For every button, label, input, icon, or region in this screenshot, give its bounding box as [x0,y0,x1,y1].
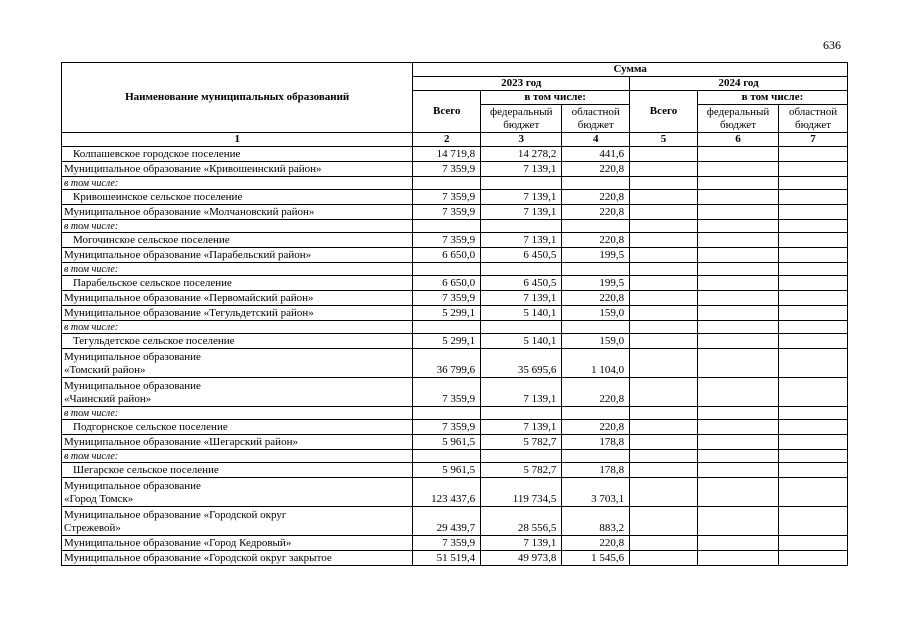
cell-reg-2023 [562,220,630,233]
column-number-row [62,133,848,147]
table-row [62,321,848,334]
cell-total-2023 [413,321,481,334]
cell-reg-2023: 220,8 [562,205,630,220]
cell-total-2024 [630,435,698,450]
cell-total-2024 [630,378,698,407]
cell-fed-2023: 35 695,6 [481,349,562,378]
row-name: Подгорнское сельское поселение [62,420,413,435]
cell-reg-2024 [779,551,848,566]
cell-reg-2023: 199,5 [562,276,630,291]
row-name: в том числе: [62,321,413,334]
cell-total-2023: 7 359,9 [413,233,481,248]
cell-total-2023: 7 359,9 [413,162,481,177]
cell-total-2024 [630,177,698,190]
table-row [62,205,848,220]
cell-fed-2023 [481,220,562,233]
cell-total-2024 [630,263,698,276]
col-num-6: 6 [697,133,778,147]
cell-total-2023: 5 299,1 [413,306,481,321]
row-name: Муниципальное образование «Первомайский район» [62,291,413,306]
cell-reg-2023: 220,8 [562,162,630,177]
row-name: в том числе: [62,177,413,190]
cell-reg-2023 [562,177,630,190]
cell-fed-2024 [697,507,778,536]
table-row [62,407,848,420]
cell-total-2023: 7 359,9 [413,536,481,551]
cell-total-2024 [630,162,698,177]
cell-total-2023: 5 961,5 [413,435,481,450]
cell-reg-2023 [562,321,630,334]
row-name: Кривошеинское сельское поселение [62,190,413,205]
cell-total-2023: 7 359,9 [413,420,481,435]
cell-total-2024 [630,334,698,349]
col-num-2: 2 [413,133,481,147]
cell-total-2023: 123 437,6 [413,478,481,507]
cell-reg-2023: 220,8 [562,378,630,407]
cell-total-2023 [413,177,481,190]
cell-reg-2024 [779,536,848,551]
cell-total-2023: 5 961,5 [413,463,481,478]
cell-total-2023: 7 359,9 [413,378,481,407]
cell-total-2024 [630,306,698,321]
cell-total-2024 [630,220,698,233]
cell-reg-2024 [779,478,848,507]
cell-reg-2023: 441,6 [562,147,630,162]
cell-fed-2024 [697,349,778,378]
cell-total-2024 [630,463,698,478]
cell-reg-2023: 178,8 [562,463,630,478]
row-name: Муниципальное образование «Томский район» [62,349,413,378]
cell-reg-2023 [562,407,630,420]
cell-reg-2024 [779,147,848,162]
row-name: в том числе: [62,407,413,420]
cell-reg-2024 [779,334,848,349]
header-year-2023: 2023 год [413,77,630,91]
cell-reg-2024 [779,306,848,321]
cell-reg-2024 [779,248,848,263]
cell-reg-2023: 220,8 [562,291,630,306]
cell-reg-2024 [779,420,848,435]
cell-fed-2024 [697,162,778,177]
row-name: Муниципальное образование «Молчановский район» [62,205,413,220]
row-name: в том числе: [62,220,413,233]
cell-fed-2023: 5 782,7 [481,435,562,450]
cell-fed-2023: 14 278,2 [481,147,562,162]
cell-fed-2024 [697,147,778,162]
cell-fed-2023: 7 139,1 [481,162,562,177]
header-incl-2024: в том числе: [697,91,847,105]
cell-total-2023: 14 719,8 [413,147,481,162]
row-name: Муниципальное образование «Парабельский район» [62,248,413,263]
cell-reg-2023: 159,0 [562,334,630,349]
table-row [62,349,848,378]
cell-fed-2023: 5 140,1 [481,334,562,349]
cell-reg-2024 [779,233,848,248]
row-name: Муниципальное образование «Городской округ закрытое [62,551,413,566]
cell-reg-2024 [779,463,848,478]
cell-fed-2023 [481,450,562,463]
header-total-2023: Всего [413,91,481,133]
cell-total-2024 [630,276,698,291]
cell-fed-2023: 7 139,1 [481,291,562,306]
cell-reg-2024 [779,205,848,220]
table-row [62,190,848,205]
cell-total-2024 [630,536,698,551]
cell-fed-2024 [697,233,778,248]
row-name: Муниципальное образование «Тегульдетский район» [62,306,413,321]
cell-total-2024 [630,190,698,205]
cell-reg-2023 [562,263,630,276]
cell-fed-2024 [697,551,778,566]
table-row [62,536,848,551]
cell-fed-2024 [697,463,778,478]
cell-reg-2024 [779,276,848,291]
cell-reg-2023: 178,8 [562,435,630,450]
cell-fed-2024 [697,321,778,334]
table-row [62,306,848,321]
cell-reg-2024 [779,321,848,334]
cell-total-2024 [630,291,698,306]
cell-total-2023 [413,407,481,420]
cell-reg-2024 [779,220,848,233]
cell-reg-2024 [779,162,848,177]
cell-reg-2024 [779,378,848,407]
cell-fed-2024 [697,177,778,190]
cell-fed-2023: 5 140,1 [481,306,562,321]
table-row [62,507,848,536]
row-name: Муниципальное образование «Городской округ Стрежевой» [62,507,413,536]
cell-fed-2024 [697,291,778,306]
cell-total-2023 [413,450,481,463]
cell-total-2023: 7 359,9 [413,190,481,205]
cell-reg-2024 [779,291,848,306]
header-reg-2024: областной бюджет [779,105,848,133]
table-row [62,291,848,306]
table-row [62,162,848,177]
cell-fed-2023: 7 139,1 [481,233,562,248]
cell-total-2023: 7 359,9 [413,291,481,306]
cell-fed-2023 [481,407,562,420]
header-fed-2023: федеральный бюджет [481,105,562,133]
cell-total-2024 [630,420,698,435]
col-num-1: 1 [62,133,413,147]
cell-fed-2024 [697,263,778,276]
table-row [62,248,848,263]
row-name: Парабельское сельское поселение [62,276,413,291]
cell-total-2023 [413,263,481,276]
row-name: Колпашевское городское поселение [62,147,413,162]
cell-total-2023: 5 299,1 [413,334,481,349]
cell-total-2024 [630,407,698,420]
cell-fed-2024 [697,450,778,463]
cell-reg-2024 [779,507,848,536]
cell-fed-2024 [697,248,778,263]
cell-fed-2024 [697,378,778,407]
row-name: Муниципальное образование «Чаинский район» [62,378,413,407]
cell-total-2023: 6 650,0 [413,248,481,263]
cell-total-2023: 6 650,0 [413,276,481,291]
cell-fed-2023 [481,321,562,334]
cell-total-2024 [630,248,698,263]
cell-total-2023: 7 359,9 [413,205,481,220]
col-num-4: 4 [562,133,630,147]
cell-total-2024 [630,450,698,463]
cell-fed-2024 [697,220,778,233]
header-fed-2024: федеральный бюджет [697,105,778,133]
table-row [62,263,848,276]
cell-total-2023: 51 519,4 [413,551,481,566]
cell-fed-2024 [697,536,778,551]
cell-reg-2023: 220,8 [562,420,630,435]
cell-reg-2024 [779,190,848,205]
cell-reg-2023: 220,8 [562,190,630,205]
table-row [62,147,848,162]
cell-total-2024 [630,233,698,248]
cell-total-2024 [630,147,698,162]
table-row [62,233,848,248]
cell-fed-2023: 5 782,7 [481,463,562,478]
row-name: в том числе: [62,263,413,276]
page-number: 636 [823,38,841,52]
header-reg-2023: областной бюджет [562,105,630,133]
cell-fed-2023: 119 734,5 [481,478,562,507]
col-num-5: 5 [630,133,698,147]
cell-fed-2023: 6 450,5 [481,276,562,291]
row-name: Муниципальное образование «Город Томск» [62,478,413,507]
table-row [62,450,848,463]
table-row [62,378,848,407]
col-num-7: 7 [779,133,848,147]
table-row [62,420,848,435]
cell-reg-2023 [562,450,630,463]
cell-total-2023 [413,220,481,233]
cell-total-2024 [630,205,698,220]
row-name: Могочинское сельское поселение [62,233,413,248]
cell-fed-2023: 7 139,1 [481,420,562,435]
cell-reg-2023: 220,8 [562,536,630,551]
cell-fed-2024 [697,190,778,205]
cell-fed-2024 [697,435,778,450]
cell-fed-2024 [697,420,778,435]
table-row [62,435,848,450]
cell-reg-2024 [779,435,848,450]
row-name: Муниципальное образование «Город Кедровый» [62,536,413,551]
cell-reg-2024 [779,263,848,276]
header-year-2024: 2024 год [630,77,848,91]
cell-reg-2023: 1 104,0 [562,349,630,378]
table-row [62,478,848,507]
cell-fed-2023: 6 450,5 [481,248,562,263]
cell-total-2024 [630,551,698,566]
cell-fed-2024 [697,306,778,321]
table-row [62,220,848,233]
cell-total-2024 [630,478,698,507]
cell-fed-2023 [481,263,562,276]
cell-reg-2023: 159,0 [562,306,630,321]
cell-fed-2024 [697,276,778,291]
cell-fed-2023: 7 139,1 [481,536,562,551]
cell-reg-2024 [779,349,848,378]
cell-fed-2023: 7 139,1 [481,205,562,220]
cell-fed-2024 [697,205,778,220]
cell-reg-2023: 199,5 [562,248,630,263]
cell-fed-2023: 28 556,5 [481,507,562,536]
cell-total-2023: 29 439,7 [413,507,481,536]
cell-reg-2023: 3 703,1 [562,478,630,507]
cell-total-2024 [630,507,698,536]
cell-reg-2024 [779,450,848,463]
row-name: Шегарское сельское поселение [62,463,413,478]
cell-fed-2024 [697,334,778,349]
row-name: Муниципальное образование «Шегарский район» [62,435,413,450]
cell-reg-2023: 220,8 [562,233,630,248]
row-name: Тегульдетское сельское поселение [62,334,413,349]
cell-fed-2023: 49 973,8 [481,551,562,566]
header-total-2024: Всего [630,91,698,133]
header-sum: Сумма [413,63,848,77]
row-name: Муниципальное образование «Кривошеинский район» [62,162,413,177]
cell-fed-2023: 7 139,1 [481,378,562,407]
cell-fed-2023 [481,177,562,190]
table-row [62,463,848,478]
cell-total-2023: 36 799,6 [413,349,481,378]
cell-reg-2024 [779,177,848,190]
cell-fed-2024 [697,478,778,507]
header-incl-2023: в том числе: [481,91,630,105]
cell-reg-2024 [779,407,848,420]
table-body [62,147,848,566]
table-row [62,177,848,190]
table-row [62,551,848,566]
header-name-col: Наименование муниципальных образований [62,63,413,133]
col-num-3: 3 [481,133,562,147]
cell-fed-2024 [697,407,778,420]
cell-total-2024 [630,321,698,334]
row-name: в том числе: [62,450,413,463]
cell-reg-2023: 1 545,6 [562,551,630,566]
cell-fed-2023: 7 139,1 [481,190,562,205]
cell-reg-2023: 883,2 [562,507,630,536]
table-row [62,276,848,291]
budget-table [61,62,848,566]
table-row [62,334,848,349]
cell-total-2024 [630,349,698,378]
